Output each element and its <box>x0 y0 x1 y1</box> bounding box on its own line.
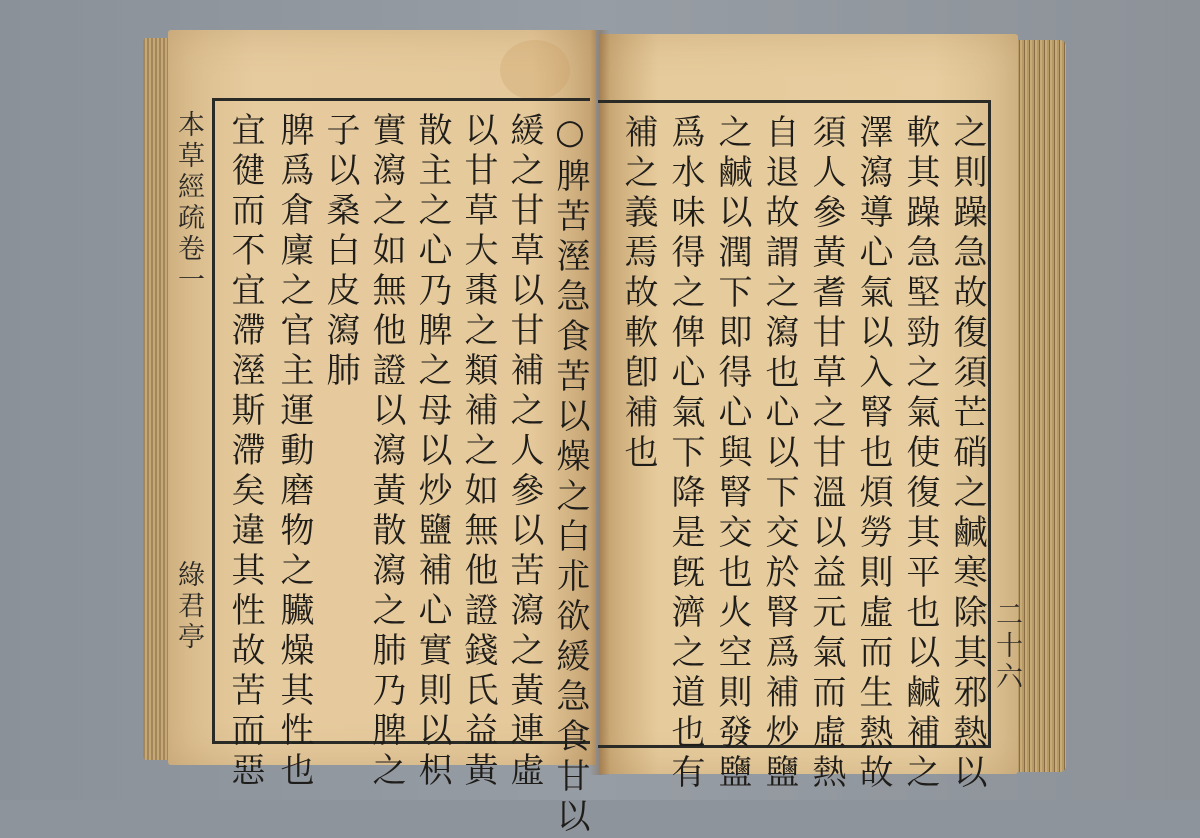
left-text-column-8: 宜徤而不宜滯溼斯滯矣違其性故苦而惡 <box>225 112 265 792</box>
left-text-column-6: 子以桑白皮瀉肺 <box>320 112 360 392</box>
right-text-column-2: 軟其躁急堅勁之氣使復其平也以鹹補之 <box>900 114 940 794</box>
right-text-column-7: 爲水味得之俾心氣下降是旣濟之道也有 <box>665 114 705 794</box>
paper-stain <box>500 40 570 100</box>
right-text-column-1: 之則躁急故復須芒硝之鹹寒除其邪熱以 <box>947 114 987 794</box>
left-text-column-7: 脾爲倉廩之官主運動磨物之臟燥其性也 <box>274 112 314 792</box>
right-text-column-4: 須人參黃耆甘草之甘溫以益元氣而虛熱 <box>806 114 846 794</box>
left-text-column-2: 緩之甘草以甘補之人參以苦瀉之黃連虛 <box>504 112 544 792</box>
right-text-column-5: 自退故謂之瀉也心以下交於腎爲補炒鹽 <box>759 114 799 794</box>
left-text-column-1: ○脾苦溼急食苦以燥之白朮欲緩急食甘以 <box>550 112 590 838</box>
margin-footer: 綠君亭 <box>173 560 204 653</box>
left-text-column-4: 散主之心乃脾之母以炒鹽補心實則以枳 <box>412 112 452 792</box>
right-text-column-3: 澤瀉導心氣以入腎也煩勞則虛而生熱故 <box>853 114 893 794</box>
right-text-column-6: 之鹹以潤下即得心與腎交也火空則發鹽 <box>712 114 752 794</box>
page-number: 二十六 <box>991 600 1022 693</box>
left-text-column-3: 以甘草大棗之類補之如無他證錢氏益黃 <box>458 112 498 792</box>
margin-title: 本草經疏卷一 <box>173 110 204 296</box>
right-text-column-8: 補之義焉故軟卽補也 <box>618 114 658 474</box>
left-text-column-5: 實瀉之如無他證以瀉黃散瀉之肺乃脾之 <box>366 112 406 792</box>
